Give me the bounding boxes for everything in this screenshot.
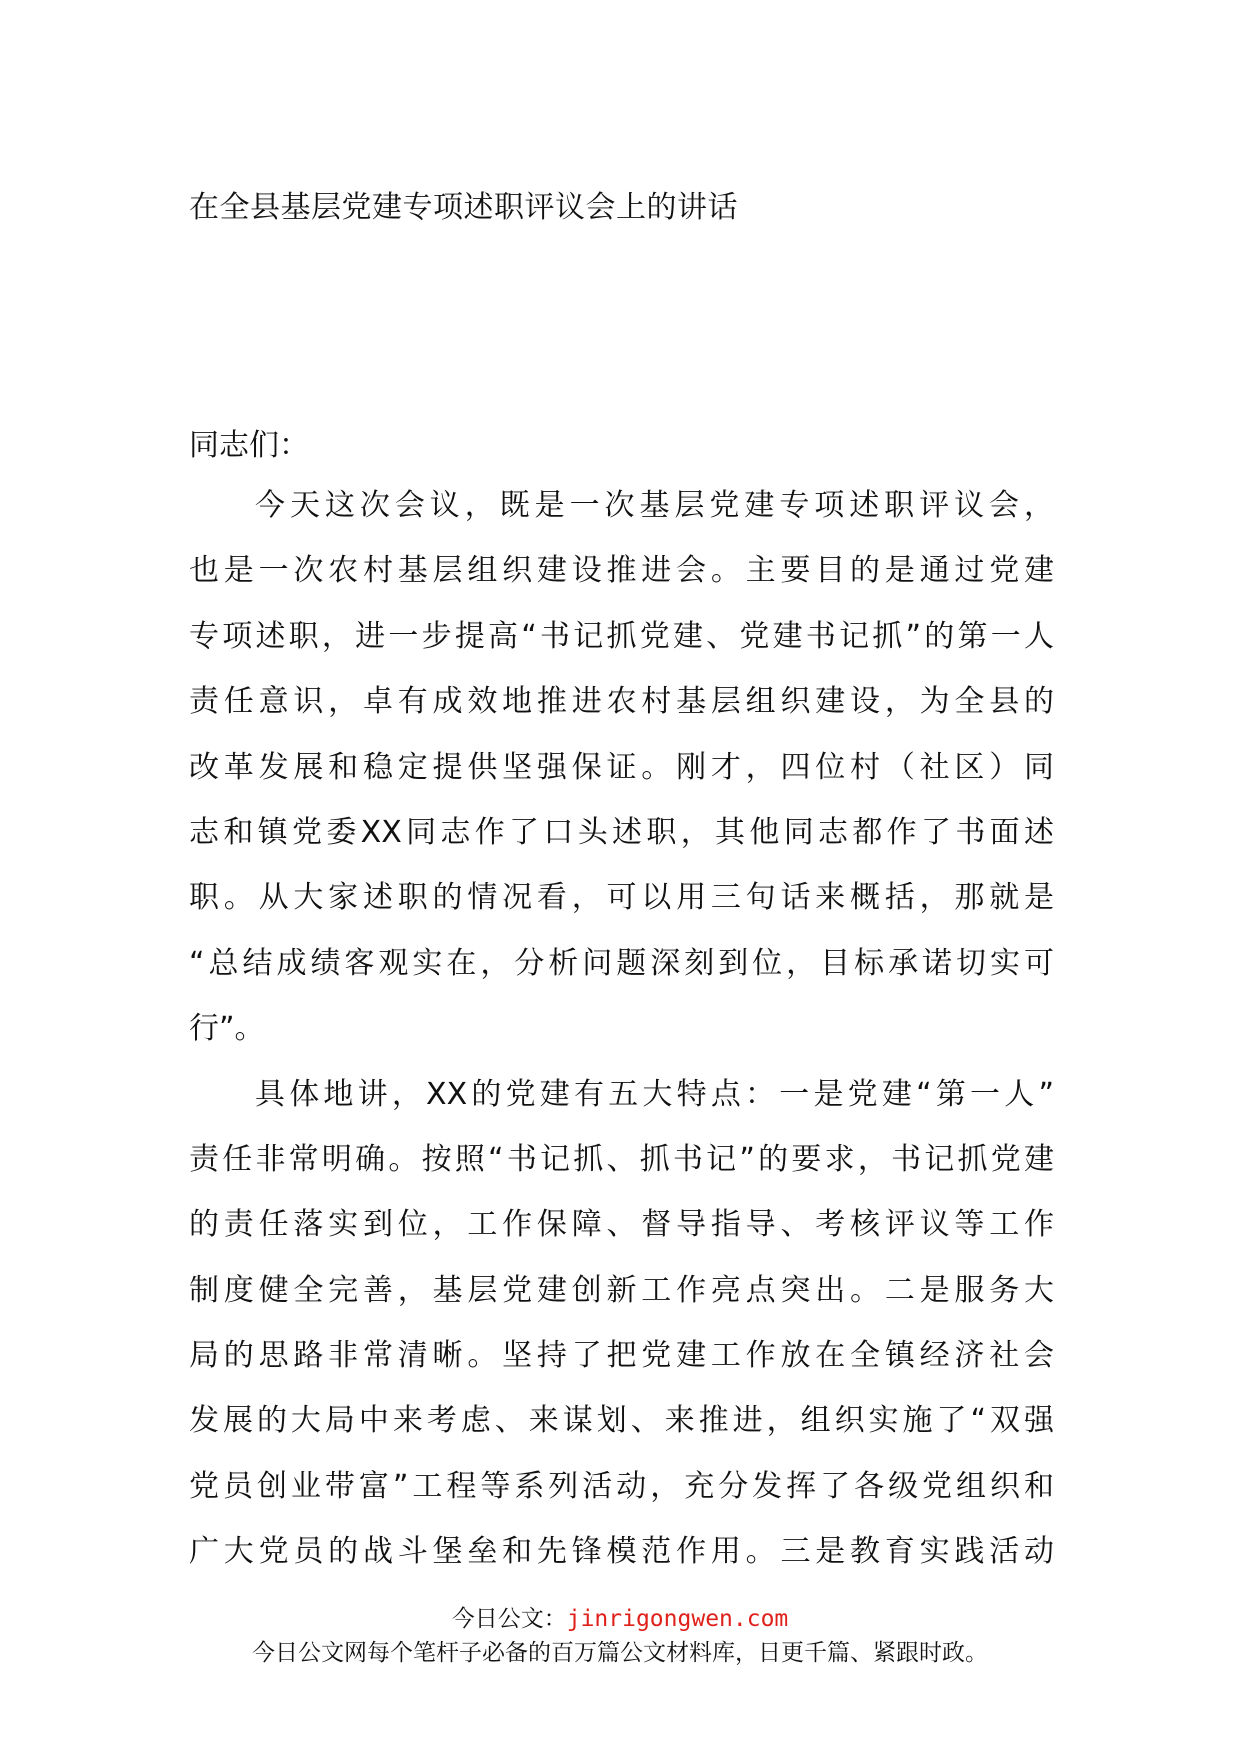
text-line: 责任意识，卓有成效地推进农村基层组织建设，为全县的	[189, 684, 1054, 720]
footer-tagline: 今日公文网每个笔杆子必备的百万篇公文材料库，日更千篇、紧跟时政。	[252, 1640, 988, 1666]
text-line: 责任非常明确。按照“书记抓、抓书记”的要求，书记抓党建	[189, 1141, 1054, 1177]
text-line: 党员创业带富”工程等系列活动，充分发挥了各级党组织和	[189, 1468, 1054, 1504]
text-line: 专项述职，进一步提高“书记抓党建、党建书记抓”的第一人	[189, 618, 1054, 654]
document-body	[189, 486, 1054, 1598]
text-line: 职。从大家述职的情况看，可以用三句话来概括，那就是	[189, 880, 1054, 916]
text-line: 制度健全完善，基层党建创新工作亮点突出。二是服务大	[189, 1272, 1054, 1308]
text-line: “总结成绩客观实在，分析问题深刻到位，目标承诺切实可	[189, 945, 1054, 981]
salutation: 同志们：	[189, 428, 309, 463]
text-line: 改革发展和稳定提供坚强保证。刚才，四位村（社区）同	[189, 749, 1054, 785]
text-line: 发展的大局中来考虑、来谋划、来推进，组织实施了“双强	[189, 1403, 1054, 1439]
text-line: 行”。	[189, 1011, 265, 1047]
footer-url-link[interactable]: jinrigongwen.com	[566, 1606, 789, 1632]
footer-source	[0, 1600, 1240, 1633]
text-line: 具体地讲，XX的党建有五大特点：一是党建“第一人”	[255, 1076, 1054, 1112]
text-line: 今天这次会议，既是一次基层党建专项述职评议会，	[255, 488, 1054, 523]
text-line: 也是一次农村基层组织建设推进会。主要目的是通过党建	[189, 553, 1054, 589]
text-line: 的责任落实到位，工作保障、督导指导、考核评议等工作	[189, 1207, 1054, 1243]
footer-label: 今日公文：	[451, 1606, 567, 1632]
text-line: 局的思路非常清晰。坚持了把党建工作放在全镇经济社会	[189, 1338, 1054, 1374]
text-line: 广大党员的战斗堡垒和先锋模范作用。三是教育实践活动	[189, 1534, 1054, 1570]
text-line: 志和镇党委XX同志作了口头述职，其他同志都作了书面述	[189, 814, 1054, 850]
document-title: 在全县基层党建专项述职评议会上的讲话	[189, 190, 738, 225]
